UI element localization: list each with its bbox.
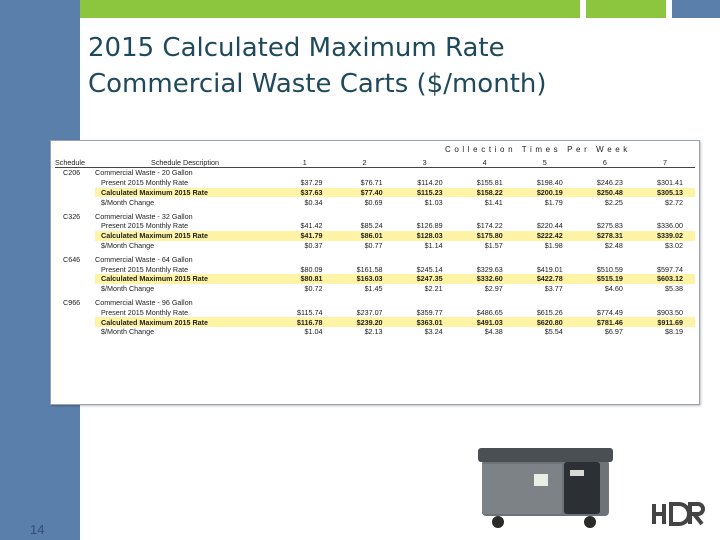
top-strip-green-segment	[80, 0, 580, 18]
hdr-logo-mark	[650, 502, 708, 526]
rate-cell: $175.80	[455, 231, 515, 241]
rate-cell: $0.34	[304, 197, 323, 207]
rate-cell: $41.42	[300, 221, 323, 231]
blank-cell	[55, 317, 95, 327]
rate-cell: $222.42	[515, 231, 575, 241]
table-row	[55, 317, 695, 327]
rate-cell: $620.80	[515, 317, 575, 327]
slide-title-line-1: 2015 Calculated Maximum Rate	[88, 33, 505, 63]
row-label: Present 2015 Monthly Rate	[101, 264, 189, 274]
schedule-title: Commercial Waste - 96 Gallon	[95, 297, 193, 307]
rate-cell: $903.50	[657, 307, 683, 317]
group-header-row	[55, 254, 695, 264]
table-row	[55, 221, 695, 231]
rate-cell: $85.24	[360, 221, 383, 231]
row-label: $/Month Change	[101, 284, 155, 294]
rate-cell: $116.78	[275, 317, 334, 327]
schedule-title: Commercial Waste - 64 Gallon	[95, 254, 193, 264]
rate-cell: $6.97	[604, 327, 623, 337]
rate-cell: $911.69	[635, 317, 695, 327]
rate-cell: $246.23	[596, 178, 623, 188]
rate-cell: $278.31	[575, 231, 635, 241]
row-label: $/Month Change	[101, 197, 155, 207]
schedule-code: C966	[63, 297, 81, 307]
rate-cell: $301.41	[657, 178, 683, 188]
schedule-code: C206	[63, 168, 81, 178]
rate-cell: $615.26	[536, 307, 563, 317]
rate-cell: $250.48	[575, 188, 635, 198]
row-label: Present 2015 Monthly Rate	[101, 307, 189, 317]
row-label: $/Month Change	[101, 240, 155, 250]
top-strip-green-segment-2	[586, 0, 666, 18]
table-row	[55, 231, 695, 241]
rate-cell: $774.49	[596, 307, 623, 317]
blank-cell	[55, 221, 95, 231]
table-row	[55, 307, 695, 317]
group-header-row	[55, 168, 695, 178]
slide-title	[88, 30, 547, 102]
table-row	[55, 178, 695, 188]
table-row	[55, 197, 695, 207]
row-label: $/Month Change	[101, 327, 155, 337]
rate-cell: $2.48	[604, 240, 623, 250]
col-header-schedule: Schedule	[55, 157, 95, 168]
rate-cell: $198.40	[536, 178, 563, 188]
rate-cell: $510.59	[596, 264, 623, 274]
schedule-code: C646	[63, 254, 81, 264]
rate-cell: $1.57	[484, 240, 503, 250]
rate-table-panel	[50, 140, 700, 405]
schedule-title: Commercial Waste - 32 Gallon	[95, 211, 193, 221]
collection-header: Collection Times Per Week	[445, 145, 631, 154]
rate-cell: $2.21	[424, 284, 443, 294]
rate-cell: $37.29	[300, 178, 323, 188]
top-color-strip	[80, 0, 720, 18]
rate-cell: $332.60	[455, 274, 515, 284]
rate-cell: $597.74	[657, 264, 683, 274]
col-header-6: 6	[575, 157, 635, 168]
rate-cell: $3.02	[665, 240, 683, 250]
col-header-4: 4	[455, 157, 515, 168]
blank-cell	[55, 188, 95, 198]
rate-cell: $359.77	[416, 307, 443, 317]
rate-cell: $2.25	[604, 197, 623, 207]
rate-cell: $158.22	[455, 188, 515, 198]
rate-cell: $220.44	[536, 221, 563, 231]
blank-cell	[55, 197, 95, 207]
group-header-row	[55, 211, 695, 221]
rate-cell: $1.41	[484, 197, 503, 207]
rate-cell: $305.13	[635, 188, 695, 198]
blank-cell	[55, 307, 95, 317]
row-label: Calculated Maximum 2015 Rate	[95, 317, 275, 327]
rate-cell: $76.71	[360, 178, 383, 188]
rate-cell: $245.14	[416, 264, 443, 274]
rate-cell: $419.01	[536, 264, 563, 274]
blank-cell	[55, 231, 95, 241]
schedule-title: Commercial Waste - 20 Gallon	[95, 168, 193, 178]
rate-cell: $115.23	[395, 188, 455, 198]
rate-cell: $2.13	[364, 327, 383, 337]
table-header-row	[55, 157, 695, 168]
rate-cell: $339.02	[635, 231, 695, 241]
rate-cell: $0.77	[364, 240, 383, 250]
rate-cell: $128.03	[395, 231, 455, 241]
rate-cell: $1.45	[364, 284, 383, 294]
blank-cell	[55, 274, 95, 284]
rate-cell: $37.63	[275, 188, 334, 198]
rate-cell: $336.00	[657, 221, 683, 231]
rate-cell: $515.19	[575, 274, 635, 284]
rate-cell: $603.12	[635, 274, 695, 284]
table-row	[55, 284, 695, 294]
rate-cell: $1.03	[424, 197, 443, 207]
rate-cell: $5.54	[544, 327, 563, 337]
rate-cell: $0.37	[304, 240, 323, 250]
top-strip-blue-segment	[672, 0, 720, 18]
row-label: Calculated Maximum 2015 Rate	[95, 274, 275, 284]
rate-cell: $0.69	[364, 197, 383, 207]
rate-cell: $422.78	[515, 274, 575, 284]
blank-cell	[55, 264, 95, 274]
rate-cell: $1.14	[424, 240, 443, 250]
rate-cell: $5.38	[665, 284, 683, 294]
rate-cell: $80.09	[300, 264, 323, 274]
rate-cell: $126.89	[416, 221, 443, 231]
hdr-logo	[650, 502, 708, 526]
rate-cell: $163.03	[334, 274, 394, 284]
slide-title-line-2: Commercial Waste Carts ($/month)	[88, 69, 547, 99]
rate-cell: $2.72	[665, 197, 683, 207]
rate-cell: $247.35	[395, 274, 455, 284]
rate-cell: $174.22	[476, 221, 503, 231]
rate-cell: $86.01	[334, 231, 394, 241]
rate-cell: $200.19	[515, 188, 575, 198]
col-header-2: 2	[334, 157, 394, 168]
dumpster-image	[478, 440, 613, 530]
rate-cell: $3.24	[424, 327, 443, 337]
rate-cell: $1.98	[544, 240, 563, 250]
rate-cell: $486.65	[476, 307, 503, 317]
rate-table	[55, 157, 695, 337]
rate-cell: $0.72	[304, 284, 323, 294]
rate-cell: $115.74	[297, 307, 323, 317]
rate-cell: $77.40	[334, 188, 394, 198]
rate-cell: $8.19	[665, 327, 683, 337]
col-header-5: 5	[515, 157, 575, 168]
slide-number: 14	[30, 522, 45, 537]
blank-cell	[55, 178, 95, 188]
rate-cell: $781.46	[575, 317, 635, 327]
rate-cell: $114.20	[417, 178, 443, 188]
table-row	[55, 274, 695, 284]
row-label: Present 2015 Monthly Rate	[101, 221, 189, 231]
group-header-row	[55, 298, 695, 308]
blank-cell	[55, 241, 95, 251]
row-label: Calculated Maximum 2015 Rate	[95, 188, 275, 198]
rate-cell: $1.79	[544, 197, 563, 207]
col-header-7: 7	[635, 157, 695, 168]
rate-cell: $491.03	[455, 317, 515, 327]
rate-cell: $237.07	[356, 307, 383, 317]
col-header-3: 3	[395, 157, 455, 168]
table-row	[55, 264, 695, 274]
row-label: Present 2015 Monthly Rate	[101, 178, 189, 188]
col-header-description: Schedule Description	[95, 157, 275, 168]
schedule-code: C326	[63, 211, 81, 221]
rate-cell: $2.97	[484, 284, 503, 294]
rate-cell: $41.79	[275, 231, 334, 241]
rate-table-body	[55, 168, 695, 337]
rate-cell: $161.58	[356, 264, 383, 274]
rate-cell: $275.83	[596, 221, 623, 231]
rate-cell: $1.04	[304, 327, 323, 337]
table-row	[55, 188, 695, 198]
table-row	[55, 327, 695, 337]
rate-cell: $363.01	[395, 317, 455, 327]
rate-cell: $329.63	[476, 264, 503, 274]
col-header-1: 1	[275, 157, 334, 168]
blank-cell	[55, 284, 95, 294]
table-row	[55, 241, 695, 251]
rate-cell: $4.60	[604, 284, 623, 294]
rate-cell: $80.81	[275, 274, 334, 284]
rate-cell: $4.38	[484, 327, 503, 337]
rate-cell: $155.81	[476, 178, 503, 188]
blank-cell	[55, 327, 95, 337]
rate-cell: $239.20	[334, 317, 394, 327]
row-label: Calculated Maximum 2015 Rate	[95, 231, 275, 241]
rate-cell: $3.77	[544, 284, 563, 294]
